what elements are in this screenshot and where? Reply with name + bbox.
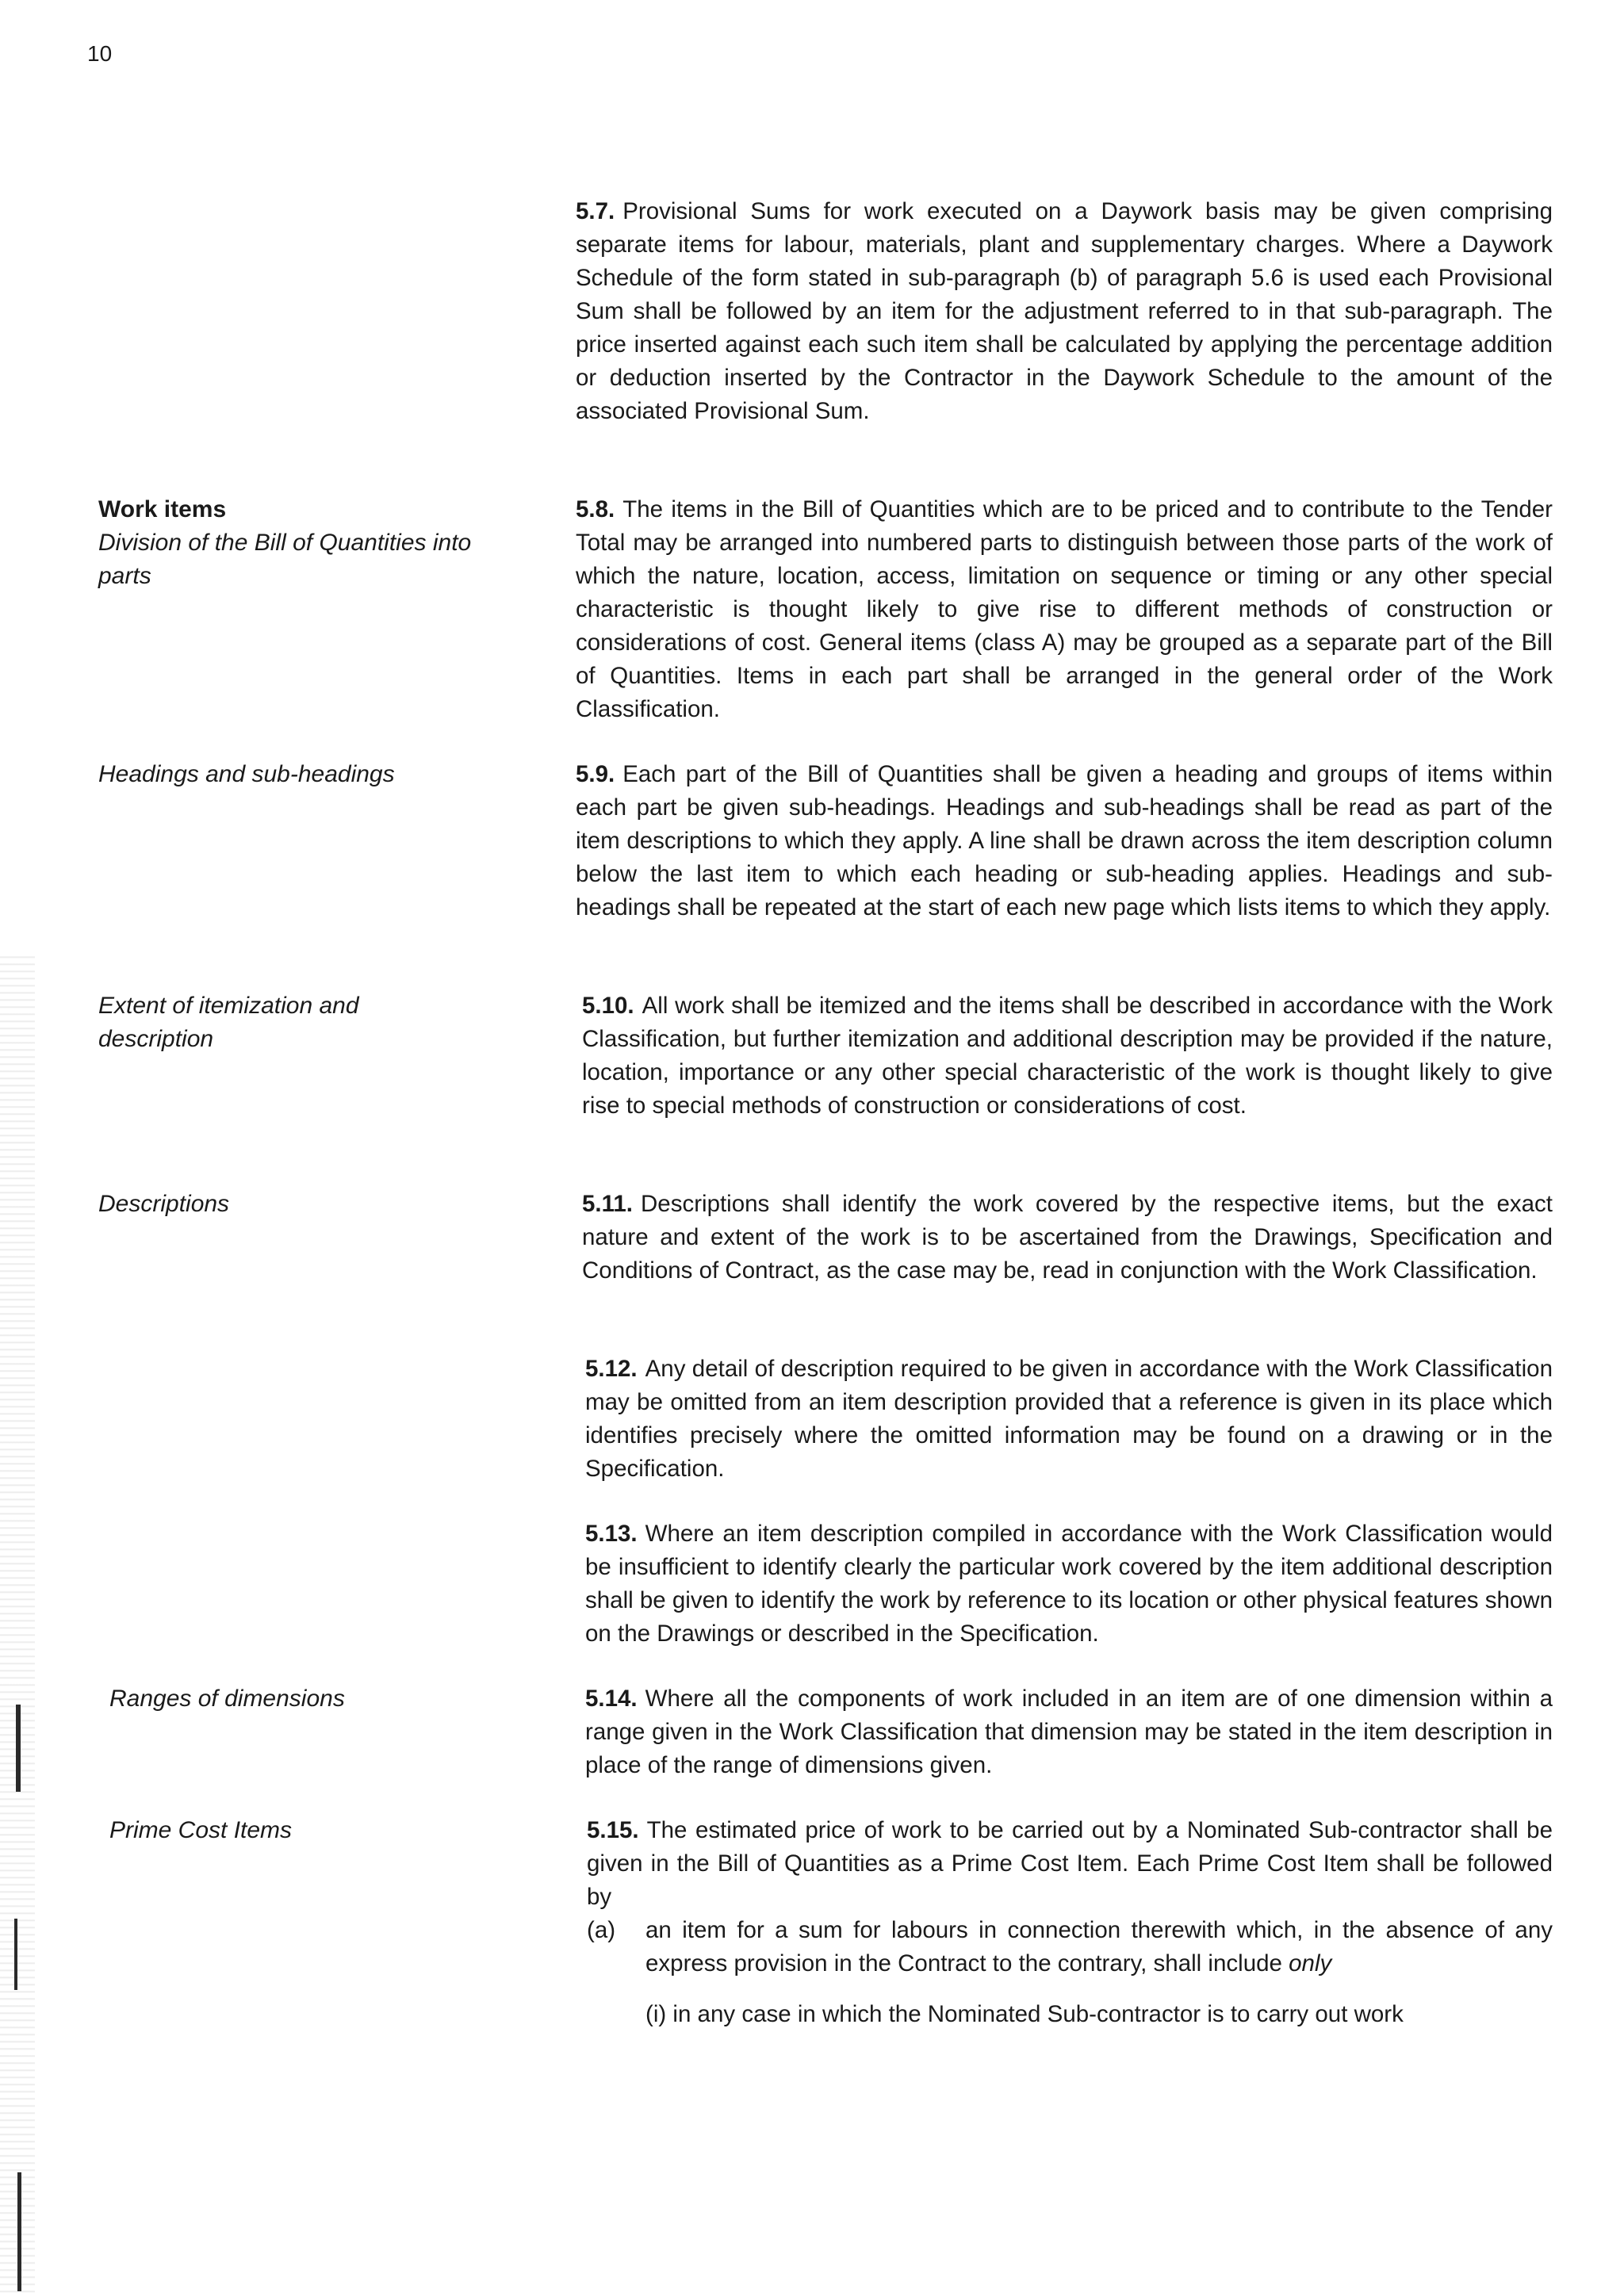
- sub-item-emphasis: only: [1289, 1950, 1332, 1976]
- clause-text: Provisional Sums for work executed on a Daywork basis may be given comprising separate items for labour, materials, plant and supplementary charges. Where a Daywork Schedule of the form stated in sub-paragraph (b) of paragraph 5.6 is used each Provisional Sum shall be followed by an item for the adjustment referred to in that sub-paragraph. The price inserted against each such item shall be calculated by applying the percentage addition or deduction inserted by the Contractor in the Daywork Schedule to the amount of the associated Provisional Sum.: [576, 198, 1553, 424]
- sub-item-text-main: an item for a sum for labours in connection therewith which, in the absence of any express provision in the Contract to the contrary, shall include: [645, 1917, 1553, 1976]
- clause-5-15: [587, 1814, 1553, 1914]
- clause-number: 5.15.: [587, 1817, 639, 1843]
- clause-text: Descriptions shall identify the work covered by the respective items, but the exact nature and extent of the work is to be ascertained from the Drawings, Specification and Conditions of Contract, as the case may be, read in conjunction with the Work Classification.: [582, 1191, 1553, 1284]
- clause-number: 5.12.: [585, 1356, 638, 1382]
- margin-heading-work-items: Work items: [98, 496, 227, 522]
- margin-note-headings: [98, 758, 511, 791]
- scan-line-artifact: [14, 1919, 17, 1990]
- clause-number: 5.7.: [576, 198, 615, 224]
- sub-item-text: (i) in any case in which the Nominated Sub-contractor is to carry out work: [645, 2001, 1404, 2027]
- clause-5-10: [582, 989, 1553, 1123]
- clause-text: The estimated price of work to be carried out by a Nominated Sub-contractor shall be given in the Bill of Quantities as a Prime Cost Item. Each Prime Cost Item shall be followed by: [587, 1817, 1553, 1910]
- clause-text: All work shall be itemized and the items shall be described in accordance with the Work Classification, but further itemization and additional description may be provided if the nature, location, importance or any other special characteristic of the work is thought likely to give rise to special methods of construction or considerations of cost.: [582, 993, 1553, 1119]
- scan-line-artifact: [16, 1705, 21, 1792]
- margin-subheading-division: Division of the Bill of Quantities into parts: [98, 530, 472, 589]
- clause-5-13: [585, 1517, 1553, 1651]
- margin-subheading-descriptions: Descriptions: [98, 1191, 230, 1217]
- margin-note-descriptions: [98, 1188, 511, 1221]
- sub-item-a: [587, 1914, 1553, 1980]
- clause-text: Any detail of description required to be given in accordance with the Work Classification may be omitted from an item description provided that a reference is given in its place which identifies precisely where the omitted information may be found on a drawing or in the Specification.: [585, 1356, 1553, 1482]
- clause-text: Where an item description compiled in accordance with the Work Classification would be insufficient to identify clearly the particular work covered by the item additional description shall be given to identify the work by reference to its location or other physical features shown on the Drawings or described in the Specification.: [585, 1521, 1553, 1647]
- clause-text: Where all the components of work included in an item are of one dimension within a range given in the Work Classification that dimension may be stated in the item description in place of the range of dimensions given.: [585, 1686, 1553, 1778]
- margin-note-prime-cost: [109, 1814, 522, 1847]
- clause-5-11: [582, 1188, 1553, 1288]
- clause-number: 5.14.: [585, 1686, 638, 1712]
- margin-note-work-items: [98, 493, 511, 593]
- sub-item-i: [645, 1998, 1553, 2031]
- clause-5-12: [585, 1353, 1553, 1486]
- clause-number: 5.9.: [576, 761, 615, 787]
- margin-subheading-prime-cost: Prime Cost Items: [109, 1817, 293, 1843]
- clause-5-7: [576, 195, 1553, 428]
- scan-line-artifact: [17, 2172, 21, 2291]
- margin-subheading-extent: Extent of itemization and description: [98, 993, 359, 1052]
- margin-note-extent: [98, 989, 431, 1056]
- sub-item-text: [645, 1914, 1553, 1980]
- clause-5-14: [585, 1682, 1553, 1782]
- clause-text: Each part of the Bill of Quantities shall be given a heading and groups of items within each part be given sub-headings. Headings and sub-headings shall be read as part of the item descriptions to which they apply. A line shall be drawn across the item description column below the last item to which each heading or sub-heading applies. Headings and sub-headings shall be repeated at the start of each new page which lists items to which they apply.: [576, 761, 1553, 920]
- clause-text: The items in the Bill of Quantities which are to be priced and to contribute to the Tender Total may be arranged into numbered parts to distinguish between those parts of the work of which the nature, location, access, limitation on sequence or timing or any other special characteristic is thought likely to give rise to different methods of construction or considerations of cost. General items (class A) may be grouped as a separate part of the Bill of Quantities. Items in each part shall be arranged in the general order of the Work Classification.: [576, 496, 1553, 722]
- clause-number: 5.8.: [576, 496, 615, 522]
- clause-number: 5.11.: [582, 1191, 633, 1217]
- clause-number: 5.10.: [582, 993, 634, 1019]
- clause-5-9: [576, 758, 1553, 924]
- margin-subheading-headings: Headings and sub-headings: [98, 761, 395, 787]
- sub-item-label: (a): [587, 1917, 616, 1943]
- scan-edge-artifact: [0, 951, 35, 2296]
- clause-number: 5.13.: [585, 1521, 638, 1547]
- page-number: 10: [87, 41, 113, 66]
- clause-5-8: [576, 493, 1553, 726]
- margin-note-ranges: [109, 1682, 522, 1716]
- margin-subheading-ranges: Ranges of dimensions: [109, 1686, 345, 1712]
